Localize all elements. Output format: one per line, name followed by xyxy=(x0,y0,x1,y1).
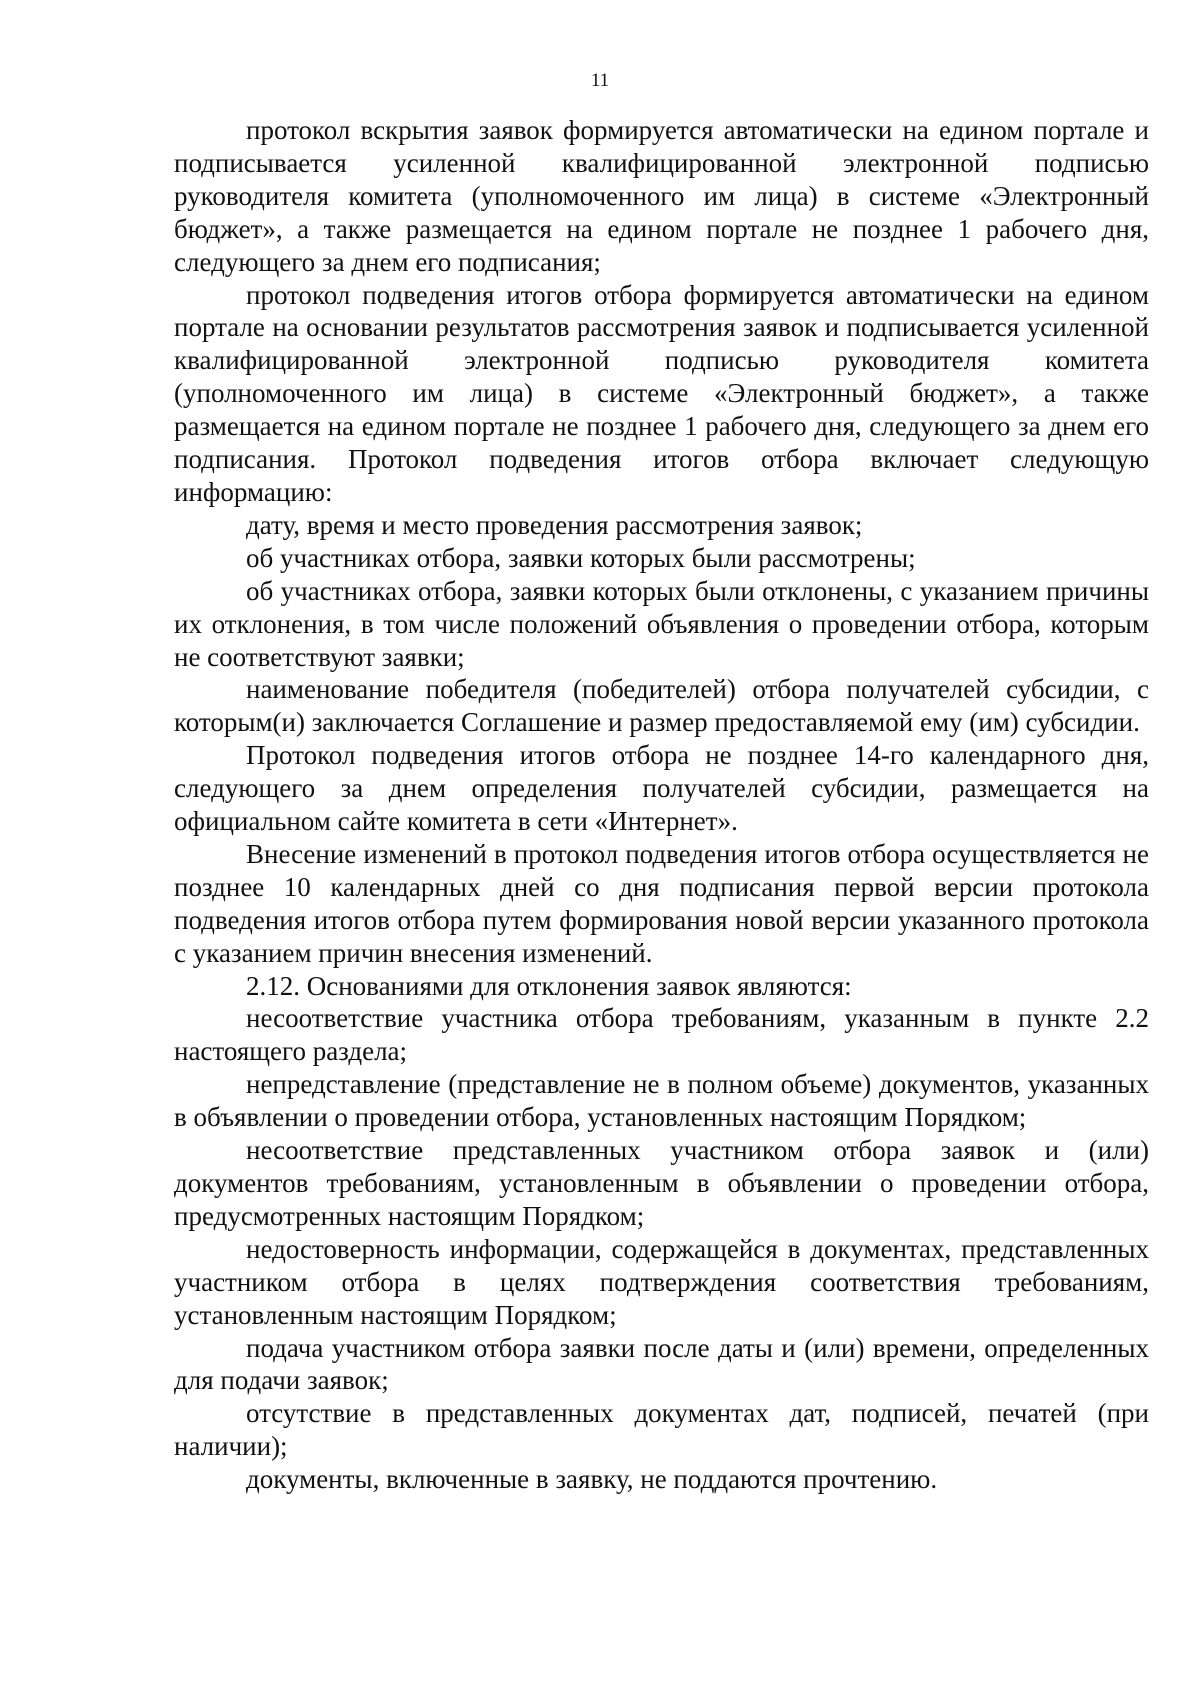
paragraph-rejection-reason-6: отсутствие в представленных документах дат, подписей, печатей (при наличии); xyxy=(174,1398,1149,1462)
page-number: 11 xyxy=(590,70,610,91)
paragraph-date-time-place: дату, время и место проведения рассмотрения заявок; xyxy=(246,509,863,540)
paragraph-rejected-participants: об участниках отбора, заявки которых были отклонены, с указанием причины их отклонения, в том числе положений объявления о проведении отбора, которым не соответствуют заявки; xyxy=(174,575,1149,672)
paragraph-opening-protocol: протокол вскрытия заявок формируется автоматически на едином портале и подписывается усиленной квалифицированной электронной подписью руководителя комитета (уполномоченного им лица) в системе «Электронный бюджет», а также размещается на едином портале не позднее 1 рабочего дня, следующего за днем его подписания; xyxy=(174,115,1149,277)
paragraph-rejection-reason-7: документы, включенные в заявку, не поддаются прочтению. xyxy=(246,1464,938,1495)
paragraph-rejection-reason-2: непредставление (представление не в полном объеме) документов, указанных в объявлении о проведении отбора, установленных настоящим Порядком; xyxy=(174,1069,1149,1133)
paragraph-results-protocol: протокол подведения итогов отбора формируется автоматически на едином портале на основании результатов рассмотрения заявок и подписывается усиленной квалифицированной электронной подписью руководителя комитета (уполномоченного им лица) в системе «Электронный бюджет», а также размещается на едином портале не позднее 1 рабочего дня, следующего за днем его подписания. Протокол подведения итогов отбора включает следующую информацию: xyxy=(174,279,1149,507)
paragraph-section-2-12: 2.12. Основаниями для отклонения заявок являются: xyxy=(246,970,852,1001)
paragraph-rejection-reason-5: подача участником отбора заявки после даты и (или) времени, определенных для подачи заявок; xyxy=(174,1332,1149,1396)
paragraph-protocol-publication: Протокол подведения итогов отбора не позднее 14-го календарного дня, следующего за днем определения получателей субсидии, размещается на официальном сайте комитета в сети «Интернет». xyxy=(174,740,1149,837)
paragraph-rejection-reason-1: несоответствие участника отбора требованиям, указанным в пункте 2.2 настоящего раздела; xyxy=(174,1003,1149,1067)
paragraph-reviewed-participants: об участниках отбора, заявки которых были рассмотрены; xyxy=(246,542,916,573)
paragraph-protocol-amendments: Внесение изменений в протокол подведения итогов отбора осуществляется не позднее 10 календарных дней со дня подписания первой версии протокола подведения итогов отбора путем формирования новой версии указанного протокола с указанием причин внесения изменений. xyxy=(174,838,1149,968)
paragraph-rejection-reason-4: недостоверность информации, содержащейся в документах, представленных участником отбора в целях подтверждения соответствия требованиям, установленным настоящим Порядком; xyxy=(174,1233,1149,1330)
paragraph-winner-name: наименование победителя (победителей) отбора получателей субсидии, с которым(и) заключается Соглашение и размер предоставляемой ему (им) субсидии. xyxy=(174,674,1149,738)
document-body xyxy=(174,114,1149,1496)
paragraph-rejection-reason-3: несоответствие представленных участником отбора заявок и (или) документов требованиям, установленным в объявлении о проведении отбора, предусмотренных настоящим Порядком; xyxy=(174,1135,1149,1231)
